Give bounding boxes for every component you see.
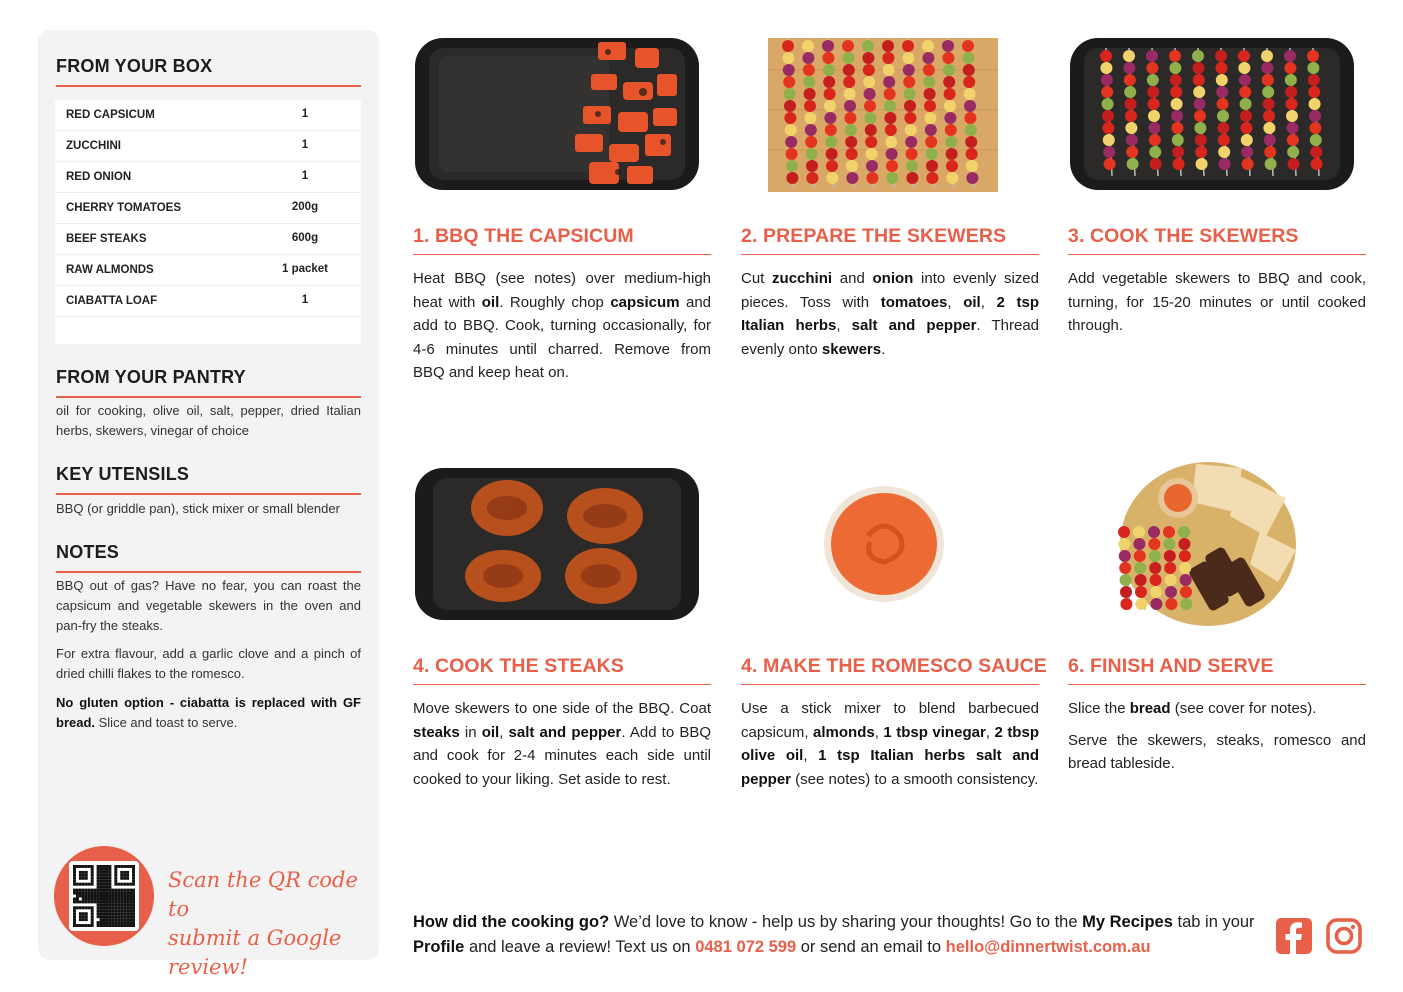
profile-link[interactable]: Profile <box>413 938 465 956</box>
qr-code-icon[interactable] <box>69 861 139 931</box>
phone-number-link[interactable]: 0481 072 599 <box>695 938 797 956</box>
notes-gluten-bold: No gluten option - ciabatta is replaced with GF bread. <box>56 695 361 730</box>
review-footer-text <box>413 910 1263 960</box>
step-text <box>965 747 976 764</box>
footer-text-2: tab in your <box>1172 913 1255 931</box>
step-text: Slice the <box>1068 700 1130 717</box>
ingredient-emphasis: 1 tbsp vinegar <box>883 723 986 741</box>
utensils-text: BBQ (or griddle pan), stick mixer or small blender <box>56 501 340 516</box>
step-text: , <box>947 293 964 311</box>
step-text: Move skewers to one side of the BBQ. Coat <box>413 700 711 717</box>
ingredient-name: BEEF STEAKS <box>66 233 147 245</box>
facebook-icon[interactable] <box>1276 918 1312 954</box>
step-paragraph <box>413 267 711 385</box>
ingredient-name: CHERRY TOMATOES <box>66 202 182 214</box>
step-text: . Thread evenly onto <box>741 317 1039 358</box>
ingredient-emphasis: capsicum <box>610 293 680 311</box>
step-4-photo <box>413 464 701 624</box>
step-text: Add vegetable skewers to BBQ and cook, turning, for 15-20 minutes or until cooked through. <box>1068 270 1366 334</box>
ingredient-quantity: 600g <box>291 232 319 244</box>
ingredients-sidebar <box>38 30 379 979</box>
ingredient-emphasis: 1 tsp Italian herbs <box>818 747 966 764</box>
step-5-body <box>741 697 1039 799</box>
ingredient-emphasis: 2 tsp Italian herbs <box>741 293 1039 334</box>
step-3-body <box>1068 267 1366 346</box>
box-ingredient-row <box>55 162 361 193</box>
step-text: , <box>874 723 884 741</box>
step-paragraph <box>741 267 1039 361</box>
step-text: . Add to BBQ and cook for 2-4 minutes each side until cooked to your liking. Set aside to rest. <box>413 723 712 788</box>
ingredient-emphasis: oil <box>481 293 500 311</box>
step-paragraph <box>413 697 711 791</box>
ingredient-quantity: 1 <box>301 294 309 306</box>
ingredient-emphasis: zucchini <box>772 270 833 287</box>
step-text: . <box>881 340 886 358</box>
step-text: , <box>803 747 819 764</box>
ingredient-quantity: 1 <box>301 170 309 182</box>
box-ingredients-table <box>55 100 361 344</box>
pantry-heading: FROM YOUR PANTRY <box>56 367 361 398</box>
step-1-photo <box>413 34 701 194</box>
step-text: (see cover for notes). <box>1170 700 1317 717</box>
ingredient-name: RED ONION <box>66 171 132 183</box>
ingredient-emphasis: oil <box>963 293 981 311</box>
ingredient-quantity: 1 <box>301 139 309 151</box>
instagram-icon[interactable] <box>1326 918 1362 954</box>
utensils-heading: KEY UTENSILS <box>56 464 361 495</box>
qr-caption-line-1: Scan the QR code to <box>168 868 358 921</box>
ingredient-emphasis: tomatoes <box>880 293 948 311</box>
step-paragraph <box>1068 267 1366 338</box>
notes-heading: NOTES <box>56 542 361 573</box>
box-ingredient-row <box>55 193 361 224</box>
step-text: Heat BBQ (see notes) over medium-high heat with <box>413 270 711 311</box>
step-5-photo <box>820 482 948 606</box>
notes-gluten-rest: Slice and toast to serve. <box>95 715 238 730</box>
notes-paragraph-3 <box>56 693 361 733</box>
step-paragraph: Serve the skewers, steaks, romesco and bread tableside. <box>1068 731 1366 772</box>
notes-paragraph-2: For extra flavour, add a garlic clove and a pinch of dried chilli flakes to the romesco. <box>56 646 361 681</box>
step-text: and <box>832 270 873 287</box>
qr-caption-line-2: submit a Google review! <box>168 926 342 979</box>
step-5-title: 4. MAKE THE ROMESCO SAUCE <box>741 655 1039 685</box>
footer-text-3: and leave a review! Text us on <box>464 938 696 956</box>
box-ingredient-row <box>55 255 361 286</box>
step-paragraph <box>1068 697 1366 721</box>
ingredient-quantity: 200g <box>291 201 319 213</box>
step-2-photo <box>760 30 1010 198</box>
ingredient-emphasis: oil <box>481 723 500 741</box>
step-text: into evenly sized pieces. Toss with <box>741 270 1039 311</box>
step-6-body <box>1068 697 1366 784</box>
ingredient-quantity: 1 packet <box>281 263 329 275</box>
step-text: , <box>980 293 997 311</box>
ingredient-emphasis: salt and pepper <box>851 317 977 334</box>
ingredient-emphasis: skewers <box>821 340 882 358</box>
step-text: , <box>499 723 509 741</box>
ingredient-emphasis: salt and pepper <box>508 723 622 741</box>
step-6-photo <box>1110 458 1306 630</box>
step-text: Use a stick mixer to blend barbecued capsicum, <box>741 700 1039 741</box>
notes-paragraph-1: BBQ out of gas? Have no fear, you can roast the capsicum and vegetable skewers in the oven and pan-fry the steaks. <box>56 578 361 633</box>
ingredient-name: RED CAPSICUM <box>66 109 155 121</box>
step-4-title: 4. COOK THE STEAKS <box>413 655 711 685</box>
footer-text-1: We’d love to know - help us by sharing your thoughts! Go to the <box>609 913 1083 931</box>
step-2-body <box>741 267 1039 369</box>
ingredient-emphasis: steaks <box>413 723 460 741</box>
qr-code-badge[interactable] <box>54 846 154 946</box>
step-text: , <box>836 317 852 334</box>
box-ingredient-row <box>55 286 361 317</box>
step-3-photo <box>1068 34 1356 194</box>
email-link[interactable]: hello@dinnertwist.com.au <box>945 938 1151 956</box>
step-text: . Roughly chop <box>499 293 611 311</box>
step-3-title: 3. COOK THE SKEWERS <box>1068 225 1366 255</box>
step-text: Cut <box>741 270 773 287</box>
ingredient-quantity: 1 <box>301 108 309 120</box>
box-ingredient-row <box>55 224 361 255</box>
step-text: and add to BBQ. Cook, turning occasionally, for 4-6 minutes until charred. Remove from BBQ and keep heat on. <box>413 293 711 381</box>
box-heading: FROM YOUR BOX <box>56 56 361 87</box>
ingredient-emphasis: onion <box>872 270 914 287</box>
box-ingredient-row <box>55 131 361 162</box>
ingredient-emphasis: salt and pepper <box>741 747 1039 788</box>
footer-question: How did the cooking go? <box>413 913 610 931</box>
qr-caption <box>168 866 368 982</box>
step-6-title: 6. FINISH AND SERVE <box>1068 655 1366 685</box>
step-text: (see notes) to a smooth consistency. <box>791 770 1039 788</box>
step-1-title: 1. BBQ THE CAPSICUM <box>413 225 711 255</box>
ingredient-emphasis: bread <box>1129 700 1171 717</box>
step-text: in <box>459 723 482 741</box>
ingredient-emphasis: 2 tbsp olive oil <box>741 723 1039 764</box>
ingredient-name: CIABATTA LOAF <box>66 295 158 307</box>
pantry-text: oil for cooking, olive oil, salt, pepper, dried Italian herbs, skewers, vinegar of choice <box>56 403 361 438</box>
step-text: , <box>985 723 995 741</box>
footer-text-4: or send an email to <box>796 938 946 956</box>
ingredient-name: ZUCCHINI <box>66 140 121 152</box>
step-4-body <box>413 697 711 799</box>
box-ingredient-row <box>55 100 361 131</box>
my-recipes-link[interactable]: My Recipes <box>1082 913 1173 931</box>
step-1-body <box>413 267 711 393</box>
ingredient-name: RAW ALMONDS <box>66 264 154 276</box>
ingredient-emphasis: almonds <box>813 723 875 741</box>
step-paragraph <box>741 697 1039 791</box>
step-2-title: 2. PREPARE THE SKEWERS <box>741 225 1039 255</box>
